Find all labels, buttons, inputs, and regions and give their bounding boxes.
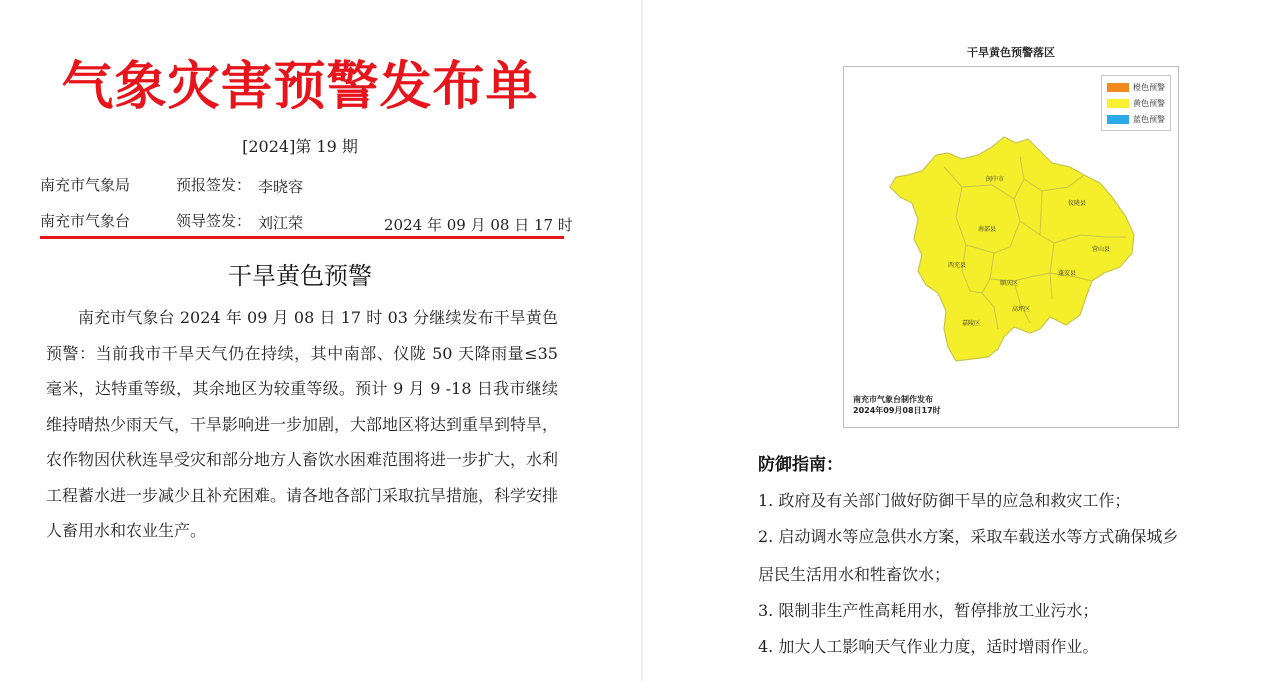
warning-body-text: 南充市气象台 2024 年 09 月 08 日 17 时 03 分继续发布干旱黄色预警：当前我市干旱天气仍在持续，其中南部、仪陇 50 天降雨量≤35 毫米，达特重等级，其余地区为较重等级。预计 9 月 9 -18 日我市继续维持晴热少雨天气，干旱影响进一步加剧，大部地区将达到重旱到特旱，农作物因伏秋连旱受灾和部分地方人畜饮水困难范围将进一步扩大，水利工程蓄水进一步减少且补充困难。请各地各部门采取抗旱措施，科学安排人畜用水和农业生产。	[46, 308, 559, 540]
map-credit-publisher: 南充市气象台制作发布	[853, 395, 933, 404]
issue-time: 2024 年 09 月 08 日 17 时	[384, 216, 573, 234]
guide-line: 1. 政府及有关部门做好防御干旱的应急和救灾工作；	[758, 491, 1131, 510]
leader-signer: 刘江荣	[258, 214, 304, 232]
document-title: 气象灾害预警发布单	[61, 57, 539, 117]
district-label-pengan: 蓬安县	[1058, 270, 1077, 277]
district-label-jialing: 嘉陵区	[962, 320, 981, 327]
yellow-swatch	[1107, 99, 1129, 108]
legend-item-blue	[1107, 111, 1165, 127]
district-label-nanbu: 南部县	[978, 226, 997, 233]
issue-number: [2024]第 19 期	[242, 137, 358, 156]
guide-line: 2. 启动调水等应急供水方案，采取车载送水等方式确保城乡	[758, 527, 1179, 546]
district-label-yingshan: 营山县	[1092, 246, 1111, 253]
district-label-shunqing: 顺庆区	[1000, 280, 1019, 287]
forecast-sign-label: 预报签发：	[176, 176, 252, 194]
district-label-xichong: 西充县	[948, 262, 967, 269]
leader-sign-label: 领导签发：	[176, 212, 252, 230]
district-label-langzhong: 阆中市	[986, 176, 1005, 183]
bureau-name: 南充市气象局	[40, 176, 131, 194]
header-divider-line	[40, 236, 564, 239]
legend-label-blue: 蓝色预警	[1133, 114, 1165, 124]
forecast-signer: 李晓容	[258, 178, 304, 196]
map-credit	[853, 394, 941, 416]
blue-swatch	[1107, 115, 1129, 124]
map-legend	[1101, 75, 1171, 131]
guide-line: 4. 加大人工影响天气作业力度，适时增雨作业。	[758, 637, 1099, 656]
legend-item-orange	[1107, 79, 1165, 95]
district-label-yilong: 仪陇县	[1068, 200, 1087, 207]
station-name: 南充市气象台	[40, 212, 131, 230]
orange-swatch	[1107, 83, 1129, 92]
legend-label-yellow: 黄色预警	[1133, 98, 1165, 108]
warning-title: 干旱黄色预警	[228, 262, 372, 290]
map-title: 干旱黄色预警落区	[967, 46, 1055, 59]
guide-line: 3. 限制非生产性高耗用水，暂停排放工业污水；	[758, 601, 1099, 620]
legend-item-yellow	[1107, 95, 1165, 111]
guide-line: 居民生活用水和牲畜饮水；	[758, 565, 951, 584]
warning-area-map	[843, 66, 1179, 428]
legend-label-orange: 橙色预警	[1133, 82, 1165, 92]
map-credit-time: 2024年09月08日17时	[853, 406, 941, 415]
defense-guide-title: 防御指南：	[758, 455, 843, 475]
district-label-gaoping: 高坪区	[1012, 306, 1031, 313]
